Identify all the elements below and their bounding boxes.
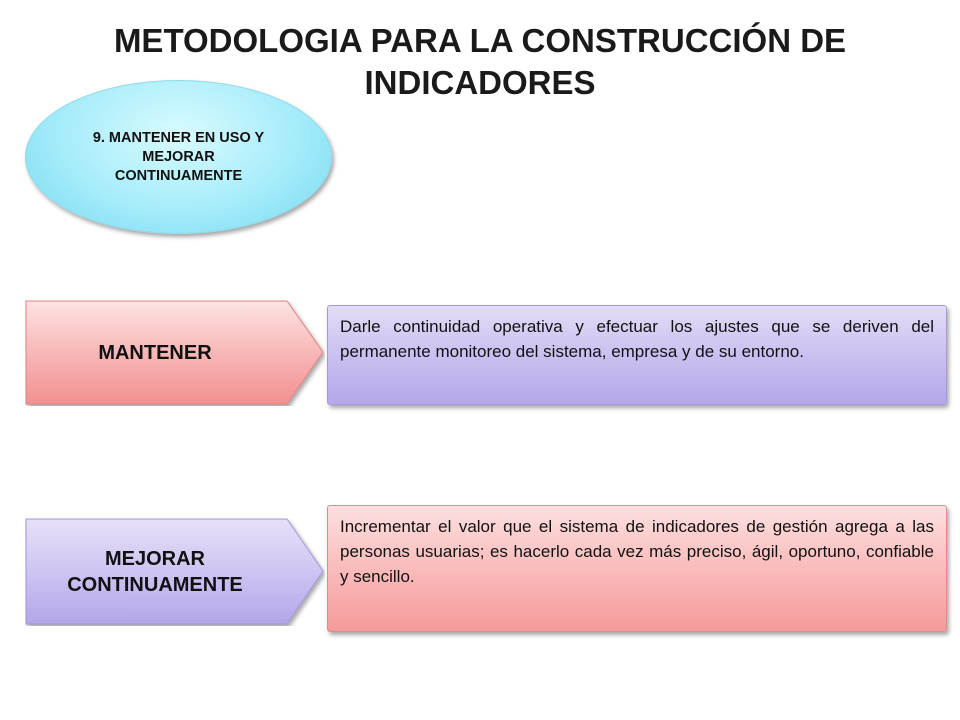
mejorar-arrow <box>25 518 325 626</box>
mejorar-label: MEJORAR CONTINUAMENTE <box>67 548 243 596</box>
mejorar-description: Incrementar el valor que el sistema de indicadores de gestión agrega a las personas usuarias; es hacerlo cada vez más preciso, ágil, oportuno, confiable y sencillo. <box>327 505 947 632</box>
mantener-arrow <box>25 300 325 406</box>
step-ellipse <box>25 80 332 234</box>
mantener-label: MANTENER <box>98 342 212 364</box>
step-label: 9. MANTENER EN USO Y MEJORAR CONTINUAMENTE <box>92 129 265 184</box>
page-title: METODOLOGIA PARA LA CONSTRUCCIÓN DE INDICADORES <box>113 22 847 101</box>
mantener-description: Darle continuidad operativa y efectuar los ajustes que se deriven del permanente monitoreo del sistema, empresa y de su entorno. <box>327 305 947 405</box>
